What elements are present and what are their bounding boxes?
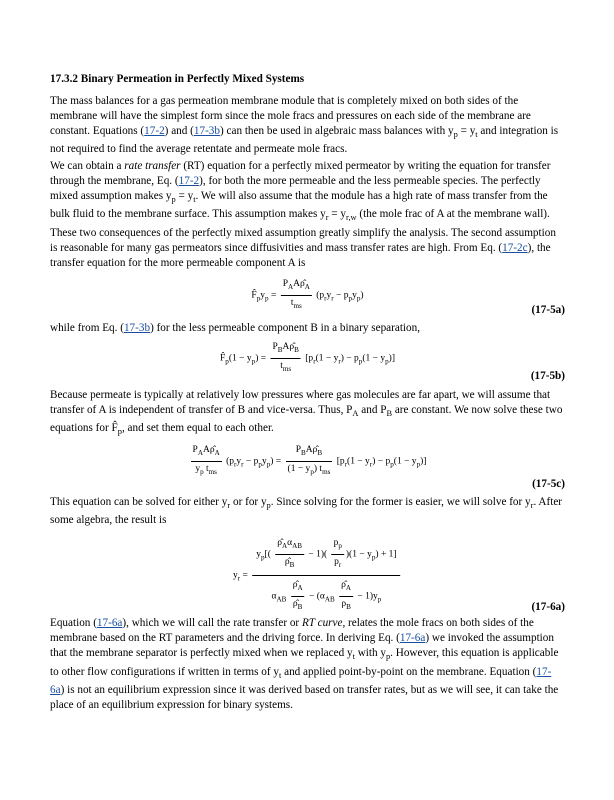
section-title: 17.3.2 Binary Permeation in Perfectly Mixed Systems — [50, 73, 305, 85]
paragraph-solve: This equation can be solved for either $y_r$ or for $y_p$. Since solving for the former is easier, we will solve for $y_r$. After some algebra, the result is — [50, 496, 563, 527]
equation-17-6a — [50, 528, 565, 616]
fraction: $\frac{P_AA\rhô_A}{y_p t_{ms}}$ — [192, 445, 220, 476]
link-eq-17-2[interactable]: 17-2 — [144, 125, 165, 137]
equation-number: (17-5b) — [530, 369, 565, 382]
paragraph-independent-transfer: Because permeate is typically at relatively low pressures where gas molecules are far apart, we will assume that transfer of A is independent of transfer of B and vice-versa. Thus, $P_A$ and $P_B$ are constant. We now solve these two equations for $F̂_p$, and set them equal to each other. — [50, 388, 563, 437]
link-eq-17-6a-b[interactable]: 17-6a — [399, 632, 426, 645]
link-eq-17-2-b[interactable]: 17-2 — [178, 175, 200, 188]
link-eq-17-6a-c[interactable]: 17-6a — [50, 665, 552, 696]
paragraph-component-b: while from Eq. (17-3b) for the less permeable component B in a binary separation, — [50, 321, 421, 334]
fraction: $\frac{P_BA\rhô_B}{t_{ms}}$ — [272, 341, 299, 373]
fraction: $\frac{\rhô_A\alpha_{AB}}{\rhô_B}$ — [277, 538, 303, 570]
equation-17-6a-body: $y_r$ = $y_p$[( $\frac{\rhô_A\alpha_{AB}}{\rhô_B}$ − 1)( $\frac{p_p}{p_r}$ )$(1 - y_p) + 1$] $\alpha_{AB}$ $\frac{\rhô_A}{\rhô_B}$ − ($\alpha_{AB}$ $\frac{\rhô_A}{\rho_B}$ − $1)y_p$ — [233, 534, 403, 617]
equation-number: (17-5a) — [531, 303, 565, 316]
paragraph-mass-balance: The mass balances for a gas permeation membrane module that is completely mixed on both sides of the membrane will have the simplest form since the mole fracs and pressures on each side of the membrane are constant. Equations (17-2) and (17-3b) can then be used in algebraic mass balances with $y_p = y_t$ and integration is not required to find the average retentate and permeate mole fracs. — [50, 95, 559, 156]
equation-number: (17-6a) — [531, 601, 565, 614]
paragraph-rt-curve: Equation (17-6a), which we will call the rate transfer or RT curve, relates the mole fracs on both sides of the membrane based on the RT parameters and the driving force. In deriving Eq. (17-6a) we invoked the assumption that the membrane separator is perfectly mixed when we replaced $y_t$ with $y_p$. However, this equation is applicable to other flow configurations if written in terms of $y_t$ and applied point-by-point on the membrane. Equation (17-6a) is not an equilibrium expression since it was derived based on transfer rates, but as we will see, it can take the place of an equilibrium expression for binary systems. — [50, 617, 559, 711]
link-eq-17-3b-b[interactable]: 17-3b — [123, 321, 151, 334]
link-eq-17-6a[interactable]: 17-6a — [96, 617, 123, 630]
equation-17-5a — [50, 271, 565, 321]
fraction: $\frac{P_AA\rhô_A}{t_{ms}}$ — [282, 278, 310, 310]
link-eq-17-3b[interactable]: 17-3b — [193, 125, 220, 137]
paragraph-rate-transfer: We can obtain a rate transfer (RT) equation for a perfectly mixed permeator by writing the equation for transfer through the membrane, Eq. (17-2), for both the more permeable and the less permeable species. The perfectly mixed assumption makes $y_p = y_t$. We will also assume that the module has a high rate of mass transfer from the bulk fluid to the membrane surface. This assumption makes $y_r = y_{r,w}$ (the mole frac of A at the membrane wall). These two consequences of the perfectly mixed assumption greatly simplify the analysis. The second assumption is reasonable for many gas permeators since diffusivities and mass transfer rates are high. From Eq. (17-2c), the transfer equation for the more permeable component A is — [50, 160, 556, 269]
fraction: $\frac{p_p}{p_r}$ — [333, 538, 342, 570]
fraction: $y_p$[( $\frac{\rhô_A\alpha_{AB}}{\rhô_B}$ − 1)( $\frac{p_p}{p_r}$ )$(1 - y_p) + 1$] $\alpha_{AB}$ $\frac{\rhô_A}{\rhô_B}$ − ($\alpha_{AB}$ $\frac{\rhô_A}{\rho_B}$ − $1)y_p$ — [252, 534, 400, 617]
equation-17-5c — [50, 439, 565, 495]
equation-17-5b-body: $F̂_p(1 - y_p)$ = $\frac{P_BA\rhô_B}{t_{ms}}$ $[p_r(1 - y_r) - p_p(1 - y_p)]$ — [220, 340, 395, 377]
fraction: $\frac{P_BA\rhô_B}{(1 - y_p) t_{ms}}$ — [287, 445, 331, 476]
equation-17-5a-body: $F̂_py_p$ = $\frac{P_AA\rhô_A}{t_{ms}}$ $(p_ry_r - p_py_p)$ — [251, 277, 363, 314]
equation-17-5b — [50, 336, 565, 388]
fraction: $\frac{\rhô_A}{\rhô_B}$ — [292, 580, 303, 611]
equation-17-5c-body: $\frac{P_AA\rhô_A}{y_p t_{ms}}$ $(p_ry_r - p_py_p)$ = $\frac{P_BA\rhô_B}{(1 - y_p) t_{ms}}$ $[p_r(1 - y_r) - p_p(1 - y_p)]$ — [189, 443, 427, 480]
document-page — [50, 72, 565, 713]
equation-number: (17-5c) — [532, 478, 565, 491]
link-eq-17-2c[interactable]: 17-2c — [502, 241, 528, 254]
fraction: $\frac{\rhô_A}{\rho_B}$ — [341, 580, 352, 611]
